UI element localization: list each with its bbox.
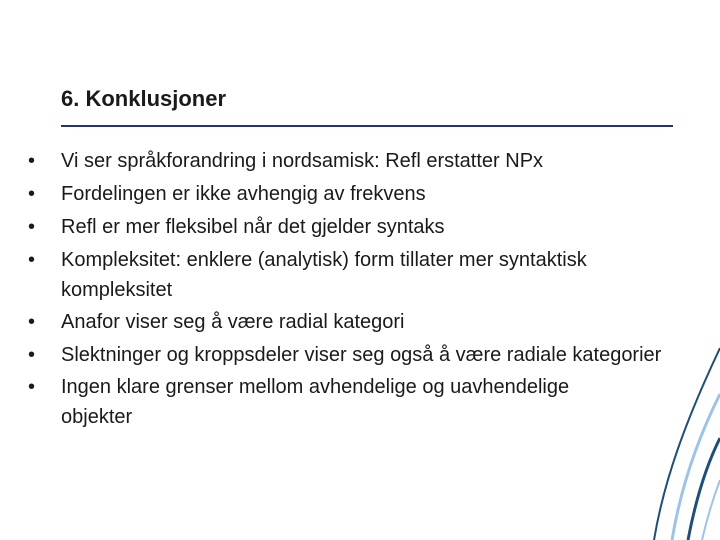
bullet-icon: •	[28, 216, 36, 238]
bullet-icon: •	[28, 344, 36, 366]
bullet-text: Vi ser språkforandring i nordsamisk: Refl erstatter NPx	[61, 150, 544, 172]
corner-stripes	[654, 348, 720, 540]
bullet-icon: •	[28, 183, 36, 205]
bullet-text: Anafor viser seg å være radial kategori	[61, 311, 405, 333]
list-item	[28, 179, 688, 210]
list-item	[28, 212, 688, 243]
slide-title: 6. Konklusjoner	[61, 86, 227, 111]
bullet-icon: •	[28, 311, 36, 333]
bullet-icon: •	[28, 249, 36, 271]
list-item	[28, 340, 688, 370]
bullet-text: Fordelingen er ikke avhengig av frekvens	[61, 183, 426, 205]
list-item	[28, 307, 688, 338]
bullet-list	[28, 146, 688, 434]
list-item	[28, 245, 621, 305]
bullet-text: Refl er mer fleksibel når det gjelder syntaks	[61, 216, 445, 238]
bullet-icon: •	[28, 376, 36, 398]
list-item	[28, 146, 688, 177]
bullet-icon: •	[28, 150, 36, 172]
bullet-text: Slektninger og kroppsdeler viser seg også å være radiale kategorier	[61, 344, 662, 366]
corner-decoration	[630, 310, 720, 540]
title-underline	[61, 125, 673, 127]
bullet-text: Ingen klare grenser mellom avhendelige og uavhendelige objekter	[61, 376, 570, 428]
bullet-text: Kompleksitet: enklere (analytisk) form tillater mer syntaktisk kompleksitet	[61, 249, 587, 301]
list-item	[28, 372, 591, 432]
